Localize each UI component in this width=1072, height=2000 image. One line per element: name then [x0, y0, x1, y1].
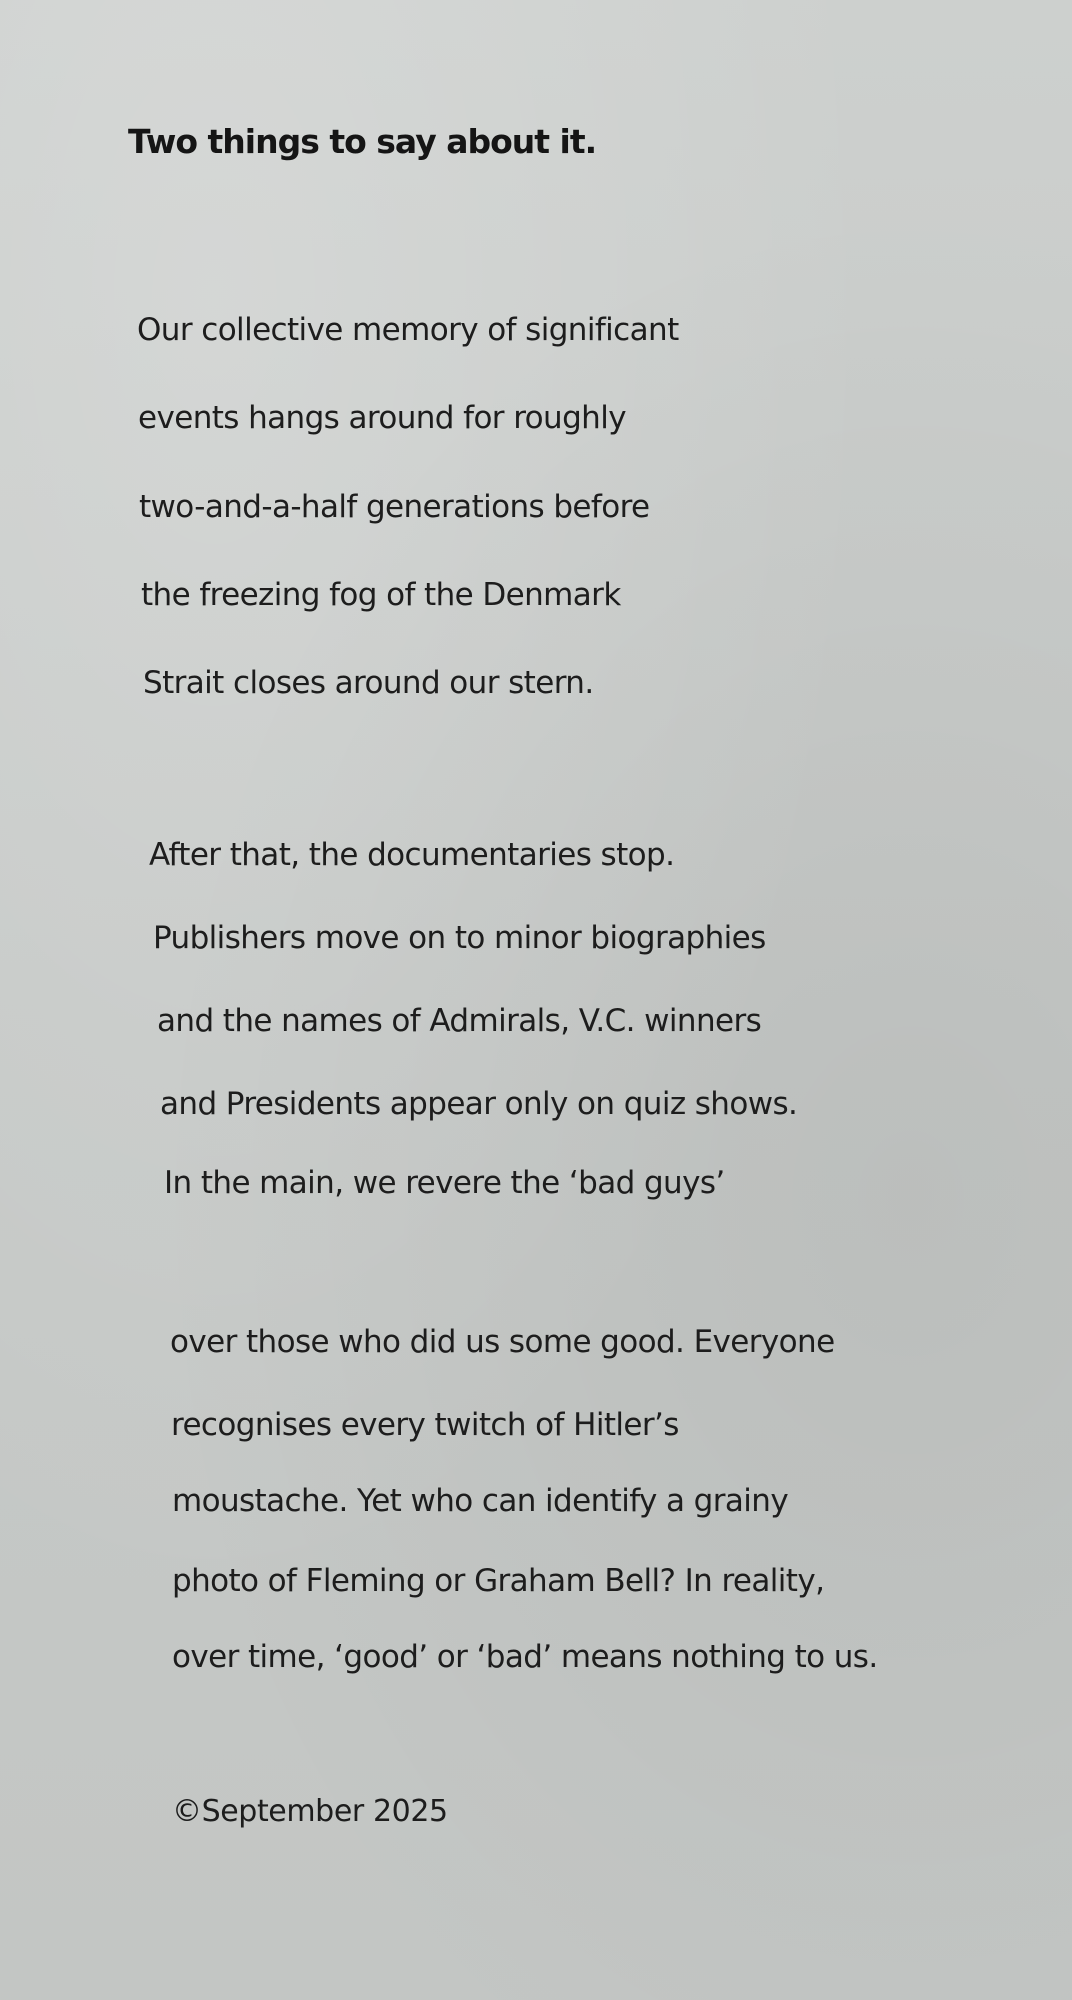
stanza-line: events hangs around for roughly [138, 400, 626, 436]
stanza-line: Publishers move on to minor biographies [153, 920, 766, 956]
stanza-line: Strait closes around our stern. [143, 665, 594, 701]
poem-title: Two things to say about it. [128, 122, 597, 161]
stanza-line: recognises every twitch of Hitler’s [171, 1407, 679, 1443]
stanza-line: photo of Fleming or Graham Bell? In reality, [172, 1563, 825, 1599]
stanza-line: and the names of Admirals, V.C. winners [157, 1003, 762, 1039]
stanza-line: and Presidents appear only on quiz shows. [160, 1086, 798, 1122]
stanza-line: moustache. Yet who can identify a grainy [172, 1483, 789, 1519]
stanza-line: Our collective memory of significant [137, 312, 679, 348]
stanza-line: In the main, we revere the ‘bad guys’ [164, 1165, 725, 1201]
stanza-line: two-and-a-half generations before [139, 489, 650, 525]
stanza-line: the freezing fog of the Denmark [141, 577, 621, 613]
stanza-line: over those who did us some good. Everyone [170, 1324, 835, 1360]
copyright-notice: ©September 2025 [172, 1794, 448, 1829]
stanza-line: After that, the documentaries stop. [149, 837, 675, 873]
stanza-line: over time, ‘good’ or ‘bad’ means nothing to us. [172, 1639, 878, 1675]
